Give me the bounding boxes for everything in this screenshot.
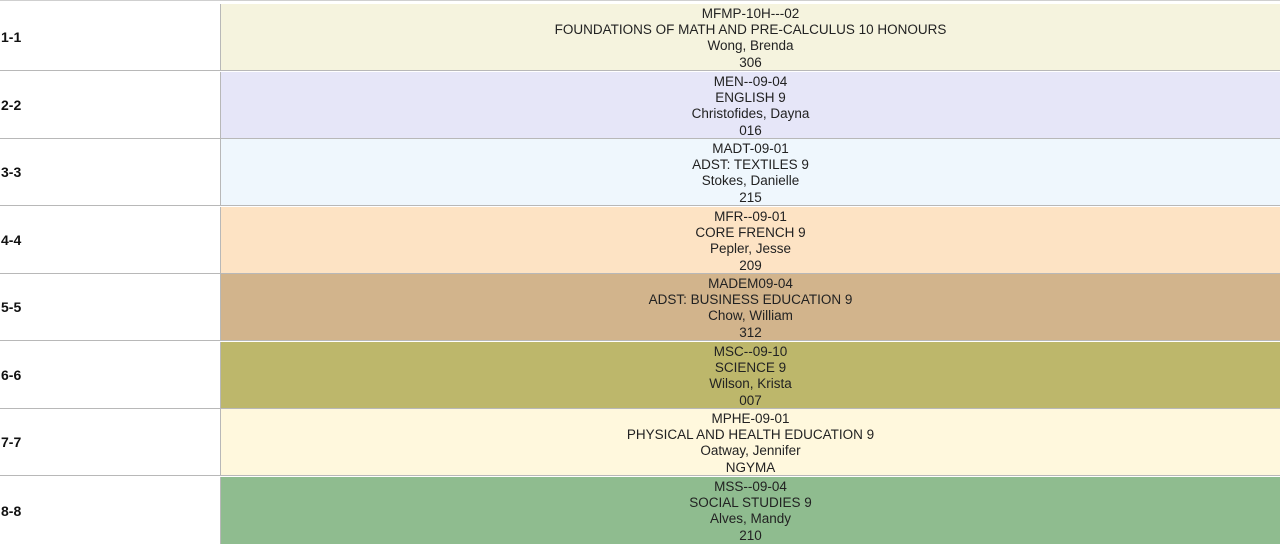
course-teacher: Alves, Mandy — [709, 511, 792, 527]
period-label: 3-3 — [0, 139, 221, 205]
course-code: MEN--09-04 — [713, 74, 788, 89]
course-code: MADT-09-01 — [712, 141, 789, 156]
course-teacher: Christofides, Dayna — [691, 106, 810, 122]
schedule-row — [0, 72, 1280, 139]
course-room: 209 — [739, 257, 762, 273]
course-code: MFR--09-01 — [714, 209, 787, 224]
course-title: CORE FRENCH 9 — [695, 225, 806, 241]
course-code: MSS--09-04 — [714, 479, 787, 494]
period-label: 8-8 — [0, 477, 221, 544]
course-block[interactable] — [221, 139, 1280, 205]
course-block[interactable] — [221, 4, 1280, 70]
course-title: ADST: TEXTILES 9 — [692, 157, 809, 173]
schedule-row — [0, 477, 1280, 544]
period-label: 1-1 — [0, 4, 221, 70]
course-teacher: Oatway, Jennifer — [700, 443, 801, 459]
course-block[interactable] — [221, 207, 1280, 273]
course-code: MFMP-10H---02 — [701, 6, 800, 21]
course-block[interactable] — [221, 72, 1280, 138]
course-title: SCIENCE 9 — [714, 360, 787, 376]
schedule-row — [0, 342, 1280, 409]
course-room: 215 — [739, 189, 762, 205]
course-teacher: Chow, William — [708, 308, 793, 324]
course-room: 007 — [739, 392, 762, 408]
course-title: ADST: BUSINESS EDUCATION 9 — [648, 292, 853, 308]
course-block[interactable] — [221, 409, 1280, 475]
period-label: 5-5 — [0, 274, 221, 340]
course-title: FOUNDATIONS OF MATH AND PRE-CALCULUS 10 HONOURS — [554, 22, 947, 38]
schedule-row — [0, 409, 1280, 476]
course-code: MADEM09-04 — [708, 276, 793, 291]
course-teacher: Pepler, Jesse — [709, 241, 792, 257]
course-room: 210 — [739, 527, 762, 543]
course-title: SOCIAL STUDIES 9 — [689, 495, 812, 511]
period-label: 6-6 — [0, 342, 221, 408]
course-block[interactable] — [221, 342, 1280, 408]
course-teacher: Wilson, Krista — [709, 376, 792, 392]
course-code: MPHE-09-01 — [711, 411, 790, 426]
course-title: PHYSICAL AND HEALTH EDUCATION 9 — [626, 427, 875, 443]
course-room: 312 — [739, 324, 762, 340]
course-room: NGYMA — [725, 459, 776, 475]
schedule-row — [0, 274, 1280, 341]
period-label: 2-2 — [0, 72, 221, 138]
course-teacher: Wong, Brenda — [707, 38, 794, 54]
period-label: 4-4 — [0, 207, 221, 273]
course-room: 306 — [739, 54, 762, 70]
course-teacher: Stokes, Danielle — [701, 173, 800, 189]
schedule-row — [0, 139, 1280, 206]
course-code: MSC--09-10 — [713, 344, 788, 359]
schedule-row — [0, 207, 1280, 274]
period-label: 7-7 — [0, 409, 221, 475]
schedule-row — [0, 4, 1280, 71]
course-block[interactable] — [221, 477, 1280, 544]
course-room: 016 — [739, 122, 762, 138]
course-title: ENGLISH 9 — [715, 90, 786, 106]
course-block[interactable] — [221, 274, 1280, 340]
